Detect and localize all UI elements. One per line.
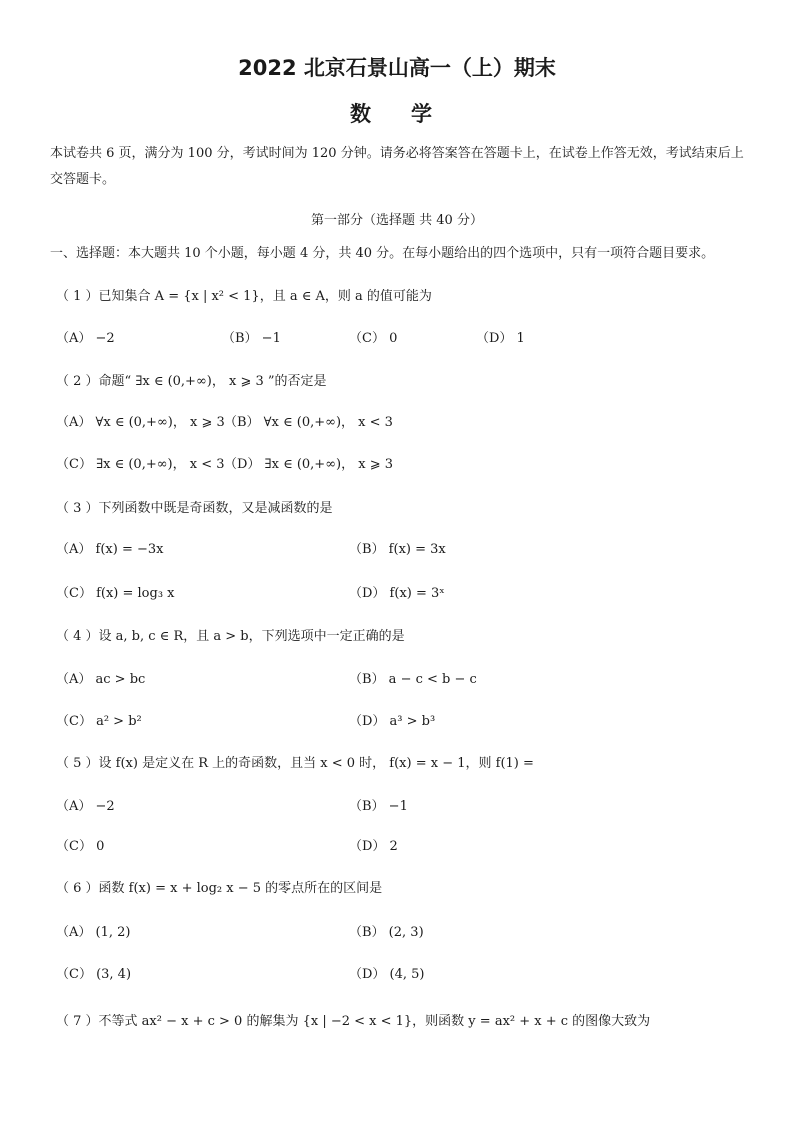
exam-instructions: 本试卷共 6 页，满分为 100 分，考试时间为 120 分钟。请务必将答案答在答题卡上，在试卷上作答无效，考试结束后上交答题卡。 <box>50 146 744 187</box>
question-1-option-c: （C） 0 <box>349 331 398 346</box>
question-1-stem: （ 1 ）已知集合 A = {x | x² < 1}，且 a ∈ A，则 a 的值可能为 <box>56 289 432 304</box>
question-1-option-b: （B） −1 <box>222 331 281 346</box>
question-4-option-c: （C） a² > b² <box>56 714 142 729</box>
question-5-option-a: （A） −2 <box>56 799 115 814</box>
question-6-option-a: （A） (1, 2) <box>56 925 131 940</box>
question-2-option-b: （B） ∀x ∈ (0,+∞)， x < 3 <box>224 415 393 430</box>
question-2-stem: （ 2 ）命题“ ∃x ∈ (0,+∞)， x ⩾ 3 ”的否定是 <box>56 374 327 389</box>
question-6-option-c: （C） (3, 4) <box>56 967 132 982</box>
question-4-stem: （ 4 ）设 a, b, c ∈ R，且 a > b，下列选项中一定正确的是 <box>56 629 405 644</box>
question-3-option-d: （D） f(x) = 3ˣ <box>349 586 445 601</box>
question-6-stem: （ 6 ）函数 f(x) = x + log₂ x − 5 的零点所在的区间是 <box>56 881 383 896</box>
question-4-option-b: （B） a − c < b − c <box>349 672 477 687</box>
question-2-option-a: （A） ∀x ∈ (0,+∞)， x ⩾ 3 <box>56 415 225 430</box>
question-6-option-d: （D） (4, 5) <box>349 967 425 982</box>
question-5-option-c: （C） 0 <box>56 839 105 854</box>
question-3-option-b: （B） f(x) = 3x <box>349 542 446 557</box>
question-3-option-a: （A） f(x) = −3x <box>56 542 164 557</box>
question-2-option-c: （C） ∃x ∈ (0,+∞)， x < 3 <box>56 457 225 472</box>
question-7-stem: （ 7 ）不等式 ax² − x + c > 0 的解集为 {x | −2 < x < 1}，则函数 y = ax² + x + c 的图像大致为 <box>56 1014 651 1029</box>
subject-title: 数学 <box>350 102 472 126</box>
question-5-option-b: （B） −1 <box>349 799 408 814</box>
question-6-option-b: （B） (2, 3) <box>349 925 424 940</box>
question-2-option-d: （D） ∃x ∈ (0,+∞)， x ⩾ 3 <box>224 457 393 472</box>
question-1-option-a: （A） −2 <box>56 331 115 346</box>
question-1-option-d: （D） 1 <box>476 331 525 346</box>
question-5-stem: （ 5 ）设 f(x) 是定义在 R 上的奇函数，且当 x < 0 时， f(x) = x − 1，则 f(1) = <box>56 756 534 771</box>
section-heading: 一、选择题：本大题共 10 个小题，每小题 4 分，共 40 分。在每小题给出的四个选项中，只有一项符合题目要求。 <box>50 246 715 261</box>
question-4-option-d: （D） a³ > b³ <box>349 714 436 729</box>
question-5-option-d: （D） 2 <box>349 839 398 854</box>
part-heading: 第一部分（选择题 共 40 分） <box>311 213 483 228</box>
question-3-option-c: （C） f(x) = log₃ x <box>56 586 175 601</box>
question-3-stem: （ 3 ）下列函数中既是奇函数，又是减函数的是 <box>56 501 333 516</box>
question-4-option-a: （A） ac > bc <box>56 672 146 687</box>
page-title: 2022 北京石景山高一（上）期末 <box>238 56 556 80</box>
